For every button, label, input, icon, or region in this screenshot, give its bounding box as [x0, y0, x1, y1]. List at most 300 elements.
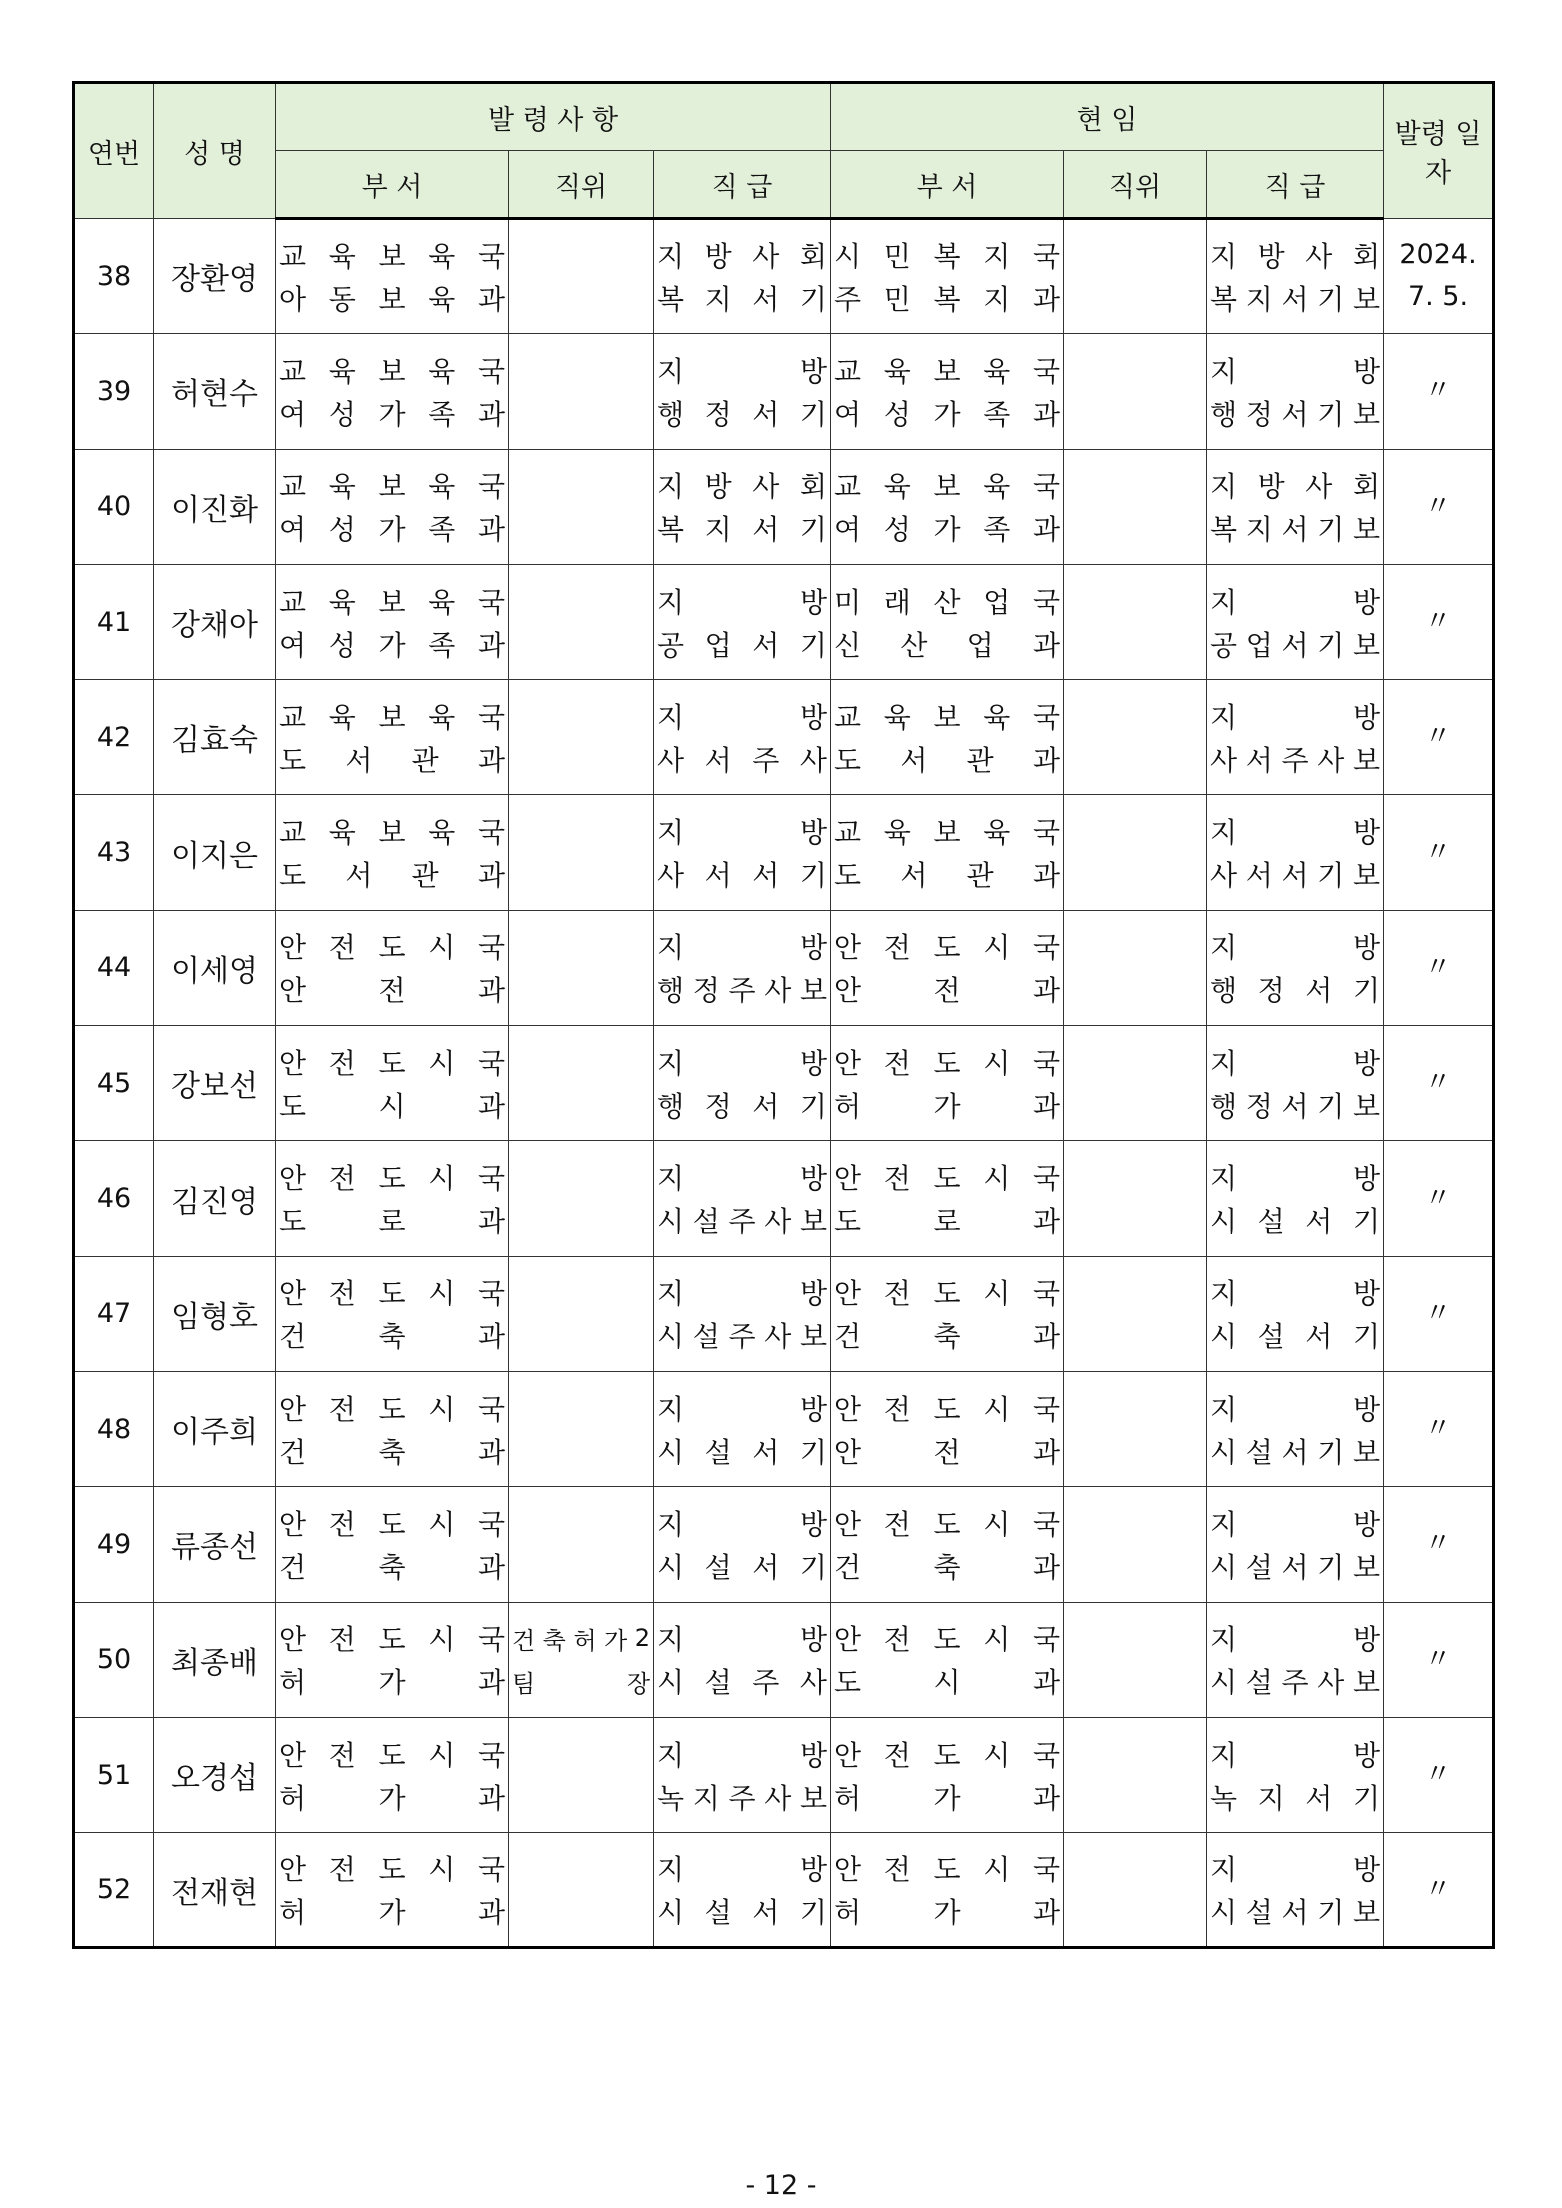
appointment-grade-line: 지 방: [657, 931, 828, 965]
header-appointment-grade: 직 급: [654, 151, 831, 219]
appointment-date: 〃: [1384, 1487, 1494, 1602]
appointment-dept-line: 안 전 도 시 국: [279, 1507, 505, 1541]
current-dept-line: 안 전 도 시 국: [834, 1623, 1061, 1657]
appointment-dept-cell: [276, 1256, 509, 1371]
appointment-grade-line: 지 방: [657, 1623, 828, 1657]
appointment-position-line: [512, 277, 650, 320]
appointment-date: 〃: [1384, 795, 1494, 910]
appointment-grade-line: 시 설 서 기: [657, 1550, 827, 1584]
appointment-grade-line: 지 방: [657, 816, 828, 850]
appointment-grade-line: 지 방: [657, 700, 828, 734]
appointment-grade-line: 지 방: [657, 1046, 828, 1080]
current-grade-line: 시 설 주 사 보: [1210, 1666, 1381, 1700]
appointment-position-line: [512, 1732, 650, 1775]
current-grade-cell: [1207, 1026, 1384, 1141]
appointment-grade-line: 사 서 서 기: [657, 859, 827, 893]
current-position-line: [1067, 507, 1203, 550]
current-position-line: [1067, 1617, 1203, 1660]
current-dept-line: 도 서 관 과: [834, 859, 1061, 893]
row-number: 49: [74, 1487, 154, 1602]
appointment-grade-line: 공 업 서 기: [657, 628, 827, 662]
current-dept-line: 주 민 복 지 과: [834, 283, 1061, 317]
employee-name: 허현수: [154, 334, 276, 449]
appointment-dept-line: 건 축 과: [279, 1435, 505, 1469]
employee-name: 강보선: [154, 1026, 276, 1141]
table-row: [74, 1026, 1494, 1141]
appointment-grade-line: 지 방: [657, 1162, 828, 1196]
appointment-position-line: [512, 694, 650, 737]
appointment-dept-line: 허 가 과: [279, 1896, 505, 1930]
current-grade-line: 사 서 서 기 보: [1210, 859, 1381, 893]
table-row: [74, 219, 1494, 334]
appointment-position-line: 건 축 허 가 2: [512, 1624, 650, 1655]
current-dept-line: 안 전 도 시 국: [834, 1738, 1061, 1772]
current-grade-line: 지 방: [1210, 816, 1381, 850]
appointment-dept-line: 안 전 도 시 국: [279, 1277, 505, 1311]
table-row: [74, 680, 1494, 795]
header-appointment-position: 직위: [509, 151, 654, 219]
current-position-line: [1067, 234, 1203, 277]
current-dept-cell: [831, 1602, 1064, 1717]
appointment-position-cell: [509, 1717, 654, 1832]
appointment-dept-cell: [276, 680, 509, 795]
current-grade-cell: [1207, 795, 1384, 910]
current-position-cell: [1064, 1026, 1207, 1141]
appointment-dept-cell: [276, 1717, 509, 1832]
appointment-grade-cell: [654, 449, 831, 564]
row-number: 40: [74, 449, 154, 564]
page-number: - 12 -: [745, 2170, 817, 2201]
current-position-line: [1067, 579, 1203, 622]
current-grade-line: 지 방: [1210, 700, 1381, 734]
current-dept-line: 안 전 과: [834, 974, 1061, 1008]
appointment-grade-line: 지 방: [657, 1507, 828, 1541]
appointment-dept-cell: [276, 564, 509, 679]
current-dept-cell: [831, 680, 1064, 795]
current-grade-line: 지 방: [1210, 1507, 1381, 1541]
appointment-dept-cell: [276, 1371, 509, 1486]
current-position-line: [1067, 853, 1203, 896]
appointment-table: [72, 81, 1495, 1949]
current-position-cell: [1064, 910, 1207, 1025]
row-number: 44: [74, 910, 154, 1025]
appointment-dept-line: 허 가 과: [279, 1781, 505, 1815]
current-dept-cell: [831, 1141, 1064, 1256]
current-dept-line: 도 서 관 과: [834, 743, 1061, 777]
row-number: 38: [74, 219, 154, 334]
table-row: [74, 1487, 1494, 1602]
current-position-line: [1067, 1732, 1203, 1775]
table-row: [74, 564, 1494, 679]
current-dept-line: 도 시 과: [834, 1666, 1061, 1700]
appointment-dept-line: 안 전 도 시 국: [279, 1162, 505, 1196]
current-position-line: [1067, 1386, 1203, 1429]
appointment-date: 〃: [1384, 1833, 1494, 1948]
current-dept-line: 안 전 도 시 국: [834, 1162, 1061, 1196]
appointment-dept-line: 건 축 과: [279, 1550, 505, 1584]
appointment-dept-line: 교 육 보 육 국: [279, 700, 505, 734]
header-current-dept: 부 서: [831, 151, 1064, 219]
current-position-cell: [1064, 219, 1207, 334]
current-dept-cell: [831, 1026, 1064, 1141]
appointment-position-cell: [509, 1256, 654, 1371]
current-dept-line: 교 육 보 육 국: [834, 816, 1061, 850]
appointment-position-line: [512, 1199, 650, 1242]
appointment-position-cell: [509, 564, 654, 679]
appointment-grade-line: 복 지 서 기: [657, 283, 827, 317]
row-number: 50: [74, 1602, 154, 1717]
current-dept-cell: [831, 1487, 1064, 1602]
appointment-position-line: [512, 1156, 650, 1199]
current-dept-line: 허 가 과: [834, 1896, 1061, 1930]
current-position-cell: [1064, 1717, 1207, 1832]
current-dept-cell: [831, 564, 1064, 679]
current-dept-line: 안 전 도 시 국: [834, 1392, 1061, 1426]
appointment-position-cell: [509, 795, 654, 910]
table-row: [74, 795, 1494, 910]
appointment-position-line: [512, 968, 650, 1011]
appointment-position-line: [512, 1890, 650, 1933]
current-dept-line: 허 가 과: [834, 1781, 1061, 1815]
appointment-position-cell: [509, 1026, 654, 1141]
row-number: 41: [74, 564, 154, 679]
appointment-dept-cell: [276, 1487, 509, 1602]
appointment-grade-cell: [654, 219, 831, 334]
employee-name: 강채아: [154, 564, 276, 679]
appointment-position-line: [512, 1386, 650, 1429]
appointment-grade-cell: [654, 1256, 831, 1371]
current-grade-line: 녹 지 서 기: [1210, 1781, 1380, 1815]
current-grade-cell: [1207, 564, 1384, 679]
appointment-grade-line: 시 설 주 사 보: [657, 1205, 827, 1239]
current-position-cell: [1064, 1371, 1207, 1486]
appointment-dept-cell: [276, 1026, 509, 1141]
current-position-line: [1067, 1890, 1203, 1933]
appointment-grade-line: 녹 지 주 사 보: [657, 1781, 827, 1815]
appointment-dept-line: 교 육 보 육 국: [279, 470, 505, 504]
table-row: [74, 1602, 1494, 1717]
current-position-line: [1067, 968, 1203, 1011]
appointment-grade-cell: [654, 1026, 831, 1141]
appointment-dept-cell: [276, 1833, 509, 1948]
appointment-date: 〃: [1384, 1717, 1494, 1832]
current-position-line: [1067, 694, 1203, 737]
current-position-line: [1067, 1199, 1203, 1242]
appointment-dept-line: 교 육 보 육 국: [279, 816, 505, 850]
appointment-grade-cell: [654, 910, 831, 1025]
appointment-dept-cell: [276, 449, 509, 564]
appointment-dept-line: 안 전 도 시 국: [279, 1046, 505, 1080]
current-dept-cell: [831, 1256, 1064, 1371]
appointment-grade-line: 시 설 서 기: [657, 1435, 827, 1469]
table-row: [74, 1717, 1494, 1832]
appointment-grade-line: 지 방: [657, 585, 828, 619]
current-position-line: [1067, 1156, 1203, 1199]
current-grade-line: 행 정 서 기: [1210, 974, 1380, 1008]
current-position-line: [1067, 348, 1203, 391]
current-grade-line: 지 방: [1210, 1277, 1381, 1311]
appointment-grade-line: 행 정 서 기: [657, 1089, 827, 1123]
appointment-dept-line: 안 전 도 시 국: [279, 931, 505, 965]
current-position-cell: [1064, 795, 1207, 910]
employee-name: 이진화: [154, 449, 276, 564]
current-dept-cell: [831, 449, 1064, 564]
current-grade-line: 지 방: [1210, 1853, 1381, 1887]
appointment-date: 〃: [1384, 1141, 1494, 1256]
appointment-grade-line: 행 정 서 기: [657, 397, 827, 431]
current-position-cell: [1064, 1833, 1207, 1948]
appointment-position-cell: [509, 1602, 654, 1717]
appointment-dept-line: 안 전 도 시 국: [279, 1392, 505, 1426]
appointment-grade-line: 지 방: [657, 1392, 828, 1426]
appointment-dept-cell: [276, 334, 509, 449]
appointment-position-cell: [509, 1371, 654, 1486]
appointment-grade-cell: [654, 1833, 831, 1948]
header-current-grade: 직 급: [1207, 151, 1384, 219]
current-dept-line: 안 전 과: [834, 1435, 1061, 1469]
header-appointment: 발 령 사 항: [276, 83, 831, 151]
current-position-line: [1067, 1544, 1203, 1587]
employee-name: 김진영: [154, 1141, 276, 1256]
current-position-line: [1067, 1271, 1203, 1314]
current-grade-line: 지 방: [1210, 1046, 1381, 1080]
current-grade-line: 지 방: [1210, 931, 1381, 965]
appointment-dept-line: 안 전 도 시 국: [279, 1853, 505, 1887]
current-position-cell: [1064, 1256, 1207, 1371]
current-dept-line: 허 가 과: [834, 1089, 1061, 1123]
appointment-grade-line: 지 방: [657, 1277, 828, 1311]
current-grade-cell: [1207, 1371, 1384, 1486]
header-appointment-dept: 부 서: [276, 151, 509, 219]
appointment-grade-cell: [654, 1717, 831, 1832]
current-position-cell: [1064, 1487, 1207, 1602]
row-number: 46: [74, 1141, 154, 1256]
table-body: [74, 219, 1494, 1948]
appointment-position-cell: [509, 449, 654, 564]
current-grade-cell: [1207, 1602, 1384, 1717]
appointment-position-line: [512, 810, 650, 853]
appointment-grade-line: 사 서 주 사: [657, 743, 827, 777]
appointment-grade-line: 행 정 주 사 보: [657, 974, 827, 1008]
current-grade-line: 지 방: [1210, 585, 1381, 619]
current-dept-line: 여 성 가 족 과: [834, 513, 1061, 547]
row-number: 45: [74, 1026, 154, 1141]
appointment-grade-line: 지 방: [657, 1738, 828, 1772]
appointment-position-line: [512, 507, 650, 550]
header-date: 발령 일자: [1384, 83, 1494, 219]
row-number: 52: [74, 1833, 154, 1948]
appointment-grade-cell: [654, 795, 831, 910]
appointment-position-line: [512, 1040, 650, 1083]
current-dept-line: 시 민 복 지 국: [834, 240, 1061, 274]
current-dept-cell: [831, 1717, 1064, 1832]
current-grade-line: 시 설 서 기 보: [1210, 1896, 1381, 1930]
appointment-date: 〃: [1384, 910, 1494, 1025]
appointment-dept-line: 안 전 도 시 국: [279, 1738, 505, 1772]
appointment-date: 〃: [1384, 564, 1494, 679]
appointment-position-line: [512, 1501, 650, 1544]
appointment-position-cell: [509, 1833, 654, 1948]
current-dept-line: 신 산 업 과: [834, 628, 1061, 662]
current-grade-line: 행 정 서 기 보: [1210, 397, 1381, 431]
table-row: [74, 1141, 1494, 1256]
current-position-line: [1067, 1083, 1203, 1126]
employee-name: 류종선: [154, 1487, 276, 1602]
row-number: 51: [74, 1717, 154, 1832]
current-dept-line: 건 축 과: [834, 1550, 1061, 1584]
current-position-cell: [1064, 1141, 1207, 1256]
appointment-dept-cell: [276, 1602, 509, 1717]
current-position-line: [1067, 1314, 1203, 1357]
appointment-position-line: [512, 622, 650, 665]
current-grade-line: 공 업 서 기 보: [1210, 628, 1381, 662]
appointment-position-cell: [509, 1141, 654, 1256]
appointment-grade-line: 지 방: [657, 354, 828, 388]
current-grade-cell: [1207, 910, 1384, 1025]
appointment-dept-cell: [276, 1141, 509, 1256]
appointment-dept-line: 여 성 가 족 과: [279, 628, 505, 662]
current-position-cell: [1064, 564, 1207, 679]
current-grade-line: 지 방 사 회: [1210, 470, 1380, 504]
current-dept-cell: [831, 334, 1064, 449]
current-grade-line: 시 설 서 기: [1210, 1320, 1380, 1354]
appointment-grade-line: 지 방 사 회: [657, 240, 827, 274]
appointment-dept-cell: [276, 219, 509, 334]
appointment-dept-line: 여 성 가 족 과: [279, 513, 505, 547]
appointment-position-line: [512, 391, 650, 434]
appointment-grade-line: 시 설 서 기: [657, 1896, 827, 1930]
appointment-position-cell: [509, 910, 654, 1025]
appointment-date: 〃: [1384, 1602, 1494, 1717]
current-grade-cell: [1207, 1141, 1384, 1256]
appointment-grade-cell: [654, 1371, 831, 1486]
appointment-grade-cell: [654, 1487, 831, 1602]
appointment-position-line: [512, 925, 650, 968]
employee-name: 이주희: [154, 1371, 276, 1486]
current-dept-line: 교 육 보 육 국: [834, 700, 1061, 734]
current-dept-cell: [831, 219, 1064, 334]
current-grade-line: 시 설 서 기: [1210, 1205, 1380, 1239]
appointment-dept-line: 도 시 과: [279, 1089, 505, 1123]
appointment-position-line: [512, 853, 650, 896]
current-grade-cell: [1207, 1833, 1384, 1948]
appointment-position-line: [512, 234, 650, 277]
current-grade-line: 지 방: [1210, 1623, 1381, 1657]
appointment-grade-line: 시 설 주 사: [657, 1666, 827, 1700]
table-row: [74, 1833, 1494, 1948]
current-dept-line: 안 전 도 시 국: [834, 1853, 1061, 1887]
appointment-grade-line: 복 지 서 기: [657, 513, 827, 547]
current-grade-line: 시 설 서 기 보: [1210, 1435, 1381, 1469]
current-dept-cell: [831, 795, 1064, 910]
appointment-dept-line: 여 성 가 족 과: [279, 397, 505, 431]
employee-name: 최종배: [154, 1602, 276, 1717]
current-position-line: [1067, 925, 1203, 968]
employee-name: 장환영: [154, 219, 276, 334]
appointment-position-line: [512, 1429, 650, 1472]
current-grade-cell: [1207, 1256, 1384, 1371]
appointment-grade-line: 지 방: [657, 1853, 828, 1887]
current-grade-cell: [1207, 334, 1384, 449]
appointment-dept-line: 교 육 보 육 국: [279, 354, 505, 388]
current-dept-line: 안 전 도 시 국: [834, 1507, 1061, 1541]
appointment-position-cell: [509, 334, 654, 449]
current-grade-cell: [1207, 680, 1384, 795]
appointment-grade-cell: [654, 1602, 831, 1717]
appointment-dept-line: 허 가 과: [279, 1666, 505, 1700]
current-position-line: [1067, 1660, 1203, 1703]
current-grade-line: 사 서 주 사 보: [1210, 743, 1381, 777]
current-grade-cell: [1207, 1717, 1384, 1832]
appointment-position-cell: [509, 219, 654, 334]
current-dept-line: 안 전 도 시 국: [834, 1046, 1061, 1080]
appointment-position-line: [512, 1847, 650, 1890]
appointment-dept-line: 아 동 보 육 과: [279, 283, 505, 317]
current-position-line: [1067, 277, 1203, 320]
row-number: 42: [74, 680, 154, 795]
current-position-line: [1067, 622, 1203, 665]
appointment-dept-line: 도 서 관 과: [279, 859, 505, 893]
appointment-position-line: 팀 장: [512, 1669, 650, 1698]
current-dept-cell: [831, 1371, 1064, 1486]
current-grade-cell: [1207, 449, 1384, 564]
appointment-grade-cell: [654, 1141, 831, 1256]
table-row: [74, 449, 1494, 564]
current-position-line: [1067, 1040, 1203, 1083]
appointment-date: 〃: [1384, 680, 1494, 795]
appointment-position-cell: [509, 1487, 654, 1602]
current-position-line: [1067, 737, 1203, 780]
current-position-cell: [1064, 449, 1207, 564]
current-dept-line: 안 전 도 시 국: [834, 1277, 1061, 1311]
current-dept-line: 교 육 보 육 국: [834, 470, 1061, 504]
employee-name: 이지은: [154, 795, 276, 910]
appointment-position-line: [512, 1775, 650, 1818]
appointment-position-line: [512, 579, 650, 622]
current-grade-cell: [1207, 219, 1384, 334]
appointment-date: 〃: [1384, 1371, 1494, 1486]
current-position-cell: [1064, 334, 1207, 449]
current-grade-line: 지 방: [1210, 1738, 1381, 1772]
current-dept-line: 건 축 과: [834, 1320, 1061, 1354]
appointment-dept-line: 교 육 보 육 국: [279, 585, 505, 619]
appointment-grade-cell: [654, 680, 831, 795]
current-grade-line: 지 방: [1210, 1392, 1381, 1426]
current-grade-line: 지 방: [1210, 1162, 1381, 1196]
appointment-position-line: [512, 1083, 650, 1126]
appointment-date: 〃: [1384, 334, 1494, 449]
appointment-date: 〃: [1384, 1026, 1494, 1141]
appointment-grade-line: 시 설 주 사 보: [657, 1320, 827, 1354]
current-position-line: [1067, 810, 1203, 853]
header-current: 현 임: [831, 83, 1384, 151]
employee-name: 이세영: [154, 910, 276, 1025]
appointment-grade-cell: [654, 334, 831, 449]
current-grade-line: 시 설 서 기 보: [1210, 1550, 1381, 1584]
current-position-line: [1067, 1847, 1203, 1890]
appointment-position-line: [512, 1314, 650, 1357]
table-row: [74, 334, 1494, 449]
appointment-position-line: [512, 1544, 650, 1587]
current-dept-line: 미 래 산 업 국: [834, 585, 1061, 619]
current-grade-line: 복 지 서 기 보: [1210, 513, 1381, 547]
current-dept-cell: [831, 910, 1064, 1025]
current-grade-line: 복 지 서 기 보: [1210, 283, 1381, 317]
row-number: 47: [74, 1256, 154, 1371]
appointment-dept-line: 안 전 과: [279, 974, 505, 1008]
current-dept-line: 안 전 도 시 국: [834, 931, 1061, 965]
current-position-line: [1067, 1429, 1203, 1472]
